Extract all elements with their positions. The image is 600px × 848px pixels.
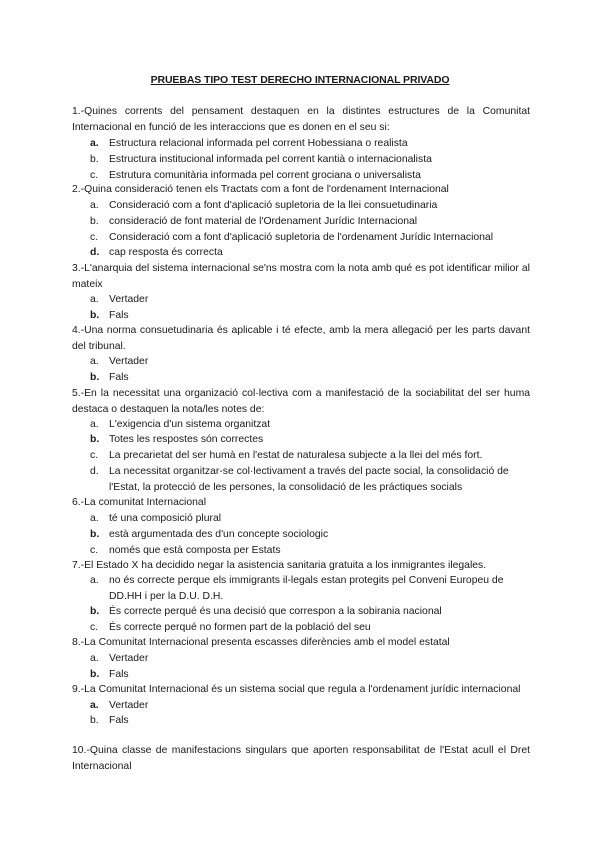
option-text: Totes les respostes són correctes (109, 434, 264, 445)
question-1: 1.-Quines corrents del pensament destaquen en la distintes estructures de la Comunitat Internacional en funció de les interaccions que es donen en el seu si: (72, 106, 530, 133)
question-6: 6.-La comunitat Internacional (72, 497, 207, 508)
option-text: està argumentada des d'un concepte sociologic (109, 529, 329, 540)
option-letter: a. (90, 200, 99, 211)
option-letter: b. (90, 372, 100, 383)
option-text: cap resposta és correcta (109, 247, 223, 258)
option-letter: a. (90, 138, 99, 149)
option-text: L'exigencia d'un sistema organitzat (109, 419, 271, 430)
option-text: Fals (109, 372, 129, 383)
question-4: 4.-Una norma consuetudinaria és aplicable i té efecte, amb la mera allegació per les parts davant del tribunal. (72, 325, 530, 352)
question-3: 3.-L'anarquia del sistema internacional se'ns mostra com la nota amb qué es pot identificar milior al mateix (72, 263, 530, 290)
option-text: Fals (109, 715, 129, 726)
option-text: Vertader (109, 356, 149, 367)
question-5: 5.-En la necessitat una organizació col·lectiva com a manifestació de la sociabilitat del ser huma destaca o destaquen la nota/les notes de: (72, 388, 530, 415)
option-letter: b. (90, 310, 100, 321)
question-8: 8.-La Comunitat Internacional presenta escasses diferències amb el model estatal (72, 637, 450, 648)
option-text: Vertader (109, 653, 149, 664)
option-text: Estructura relacional informada pel corrent Hobessiana o realista (109, 138, 408, 149)
option-letter: b. (90, 154, 99, 165)
option-letter: b. (90, 606, 100, 617)
document-title: PRUEBAS TIPO TEST DERECHO INTERNACIONAL PRIVADO (150, 74, 450, 86)
option-letter: c. (90, 450, 99, 461)
option-text: només que està composta per Estats (109, 545, 281, 556)
option-letter: c. (90, 545, 99, 556)
option-letter: c. (90, 622, 99, 633)
option-letter: b. (90, 216, 99, 227)
option-letter: b. (90, 715, 99, 726)
option-text: té una composició plural (109, 513, 222, 524)
option-letter: a. (90, 294, 99, 305)
option-text: consideració de font material de l'Ordenament Jurídic Internacional (109, 216, 418, 227)
option-letter: b. (90, 529, 100, 540)
option-text: Consideració com a font d'aplicació supletoria de l'ordenament Jurídic Internacional (109, 232, 494, 243)
question-2: 2.-Quina consideració tenen els Tractats com a font de l'ordenament Internacional (72, 184, 449, 195)
option-letter: a. (90, 356, 99, 367)
option-letter: a. (90, 575, 99, 586)
question-9: 9.-La Comunitat Internacional és un sistema social que regula a l'ordenament jurídic internacional (72, 684, 521, 695)
option-letter: a. (90, 700, 99, 711)
option-text: Estructura institucional informada pel corrent kantià o internacionalista (109, 154, 432, 165)
option-text: Consideració com a font d'aplicació supletoria de la llei consuetudinaria (109, 200, 438, 211)
question-7: 7.-El Estado X ha decidido negar la asistencia sanitaria gratuita a los inmigrantes ilegales. (72, 560, 487, 571)
option-letter: c. (90, 232, 99, 243)
option-letter: a. (90, 419, 99, 430)
option-letter: c. (90, 170, 99, 181)
option-text: Fals (109, 310, 129, 321)
option-text: Vertader (109, 700, 149, 711)
option-text: És correcte perqué és una decisió que correspon a la sobirania nacional (109, 606, 442, 617)
option-text: no és correcte perque els immigrants il-legals estan protegits pel Conveni Europeu de DD.HH i per la D.U. D.H. (109, 575, 504, 602)
option-letter: d. (90, 466, 99, 477)
question-10: 10.-Quina classe de manifestacions singulars que aporten responsabilitat de l'Estat acull el Dret Internacional (72, 745, 530, 772)
option-letter: d. (90, 247, 100, 258)
option-text: Vertader (109, 294, 149, 305)
option-text: La necessitat organitzar-se col·lectivament a través del pacte social, la consolidació de l'Estat, la protecció de les persones, la consolidació de les práctiques socials (109, 466, 509, 493)
option-text: Estrutura comunitària informada pel corrent grociana o universalista (109, 170, 421, 181)
option-letter: a. (90, 653, 99, 664)
option-text: La precarietat del ser humà en l'estat de naturalesa subjecte a la llei del més fort. (109, 450, 483, 461)
option-text: Fals (109, 669, 129, 680)
option-letter: b. (90, 434, 100, 445)
option-text: És correcte perqué no formen part de la població del seu (109, 622, 371, 633)
option-letter: a. (90, 513, 99, 524)
option-letter: b. (90, 669, 100, 680)
